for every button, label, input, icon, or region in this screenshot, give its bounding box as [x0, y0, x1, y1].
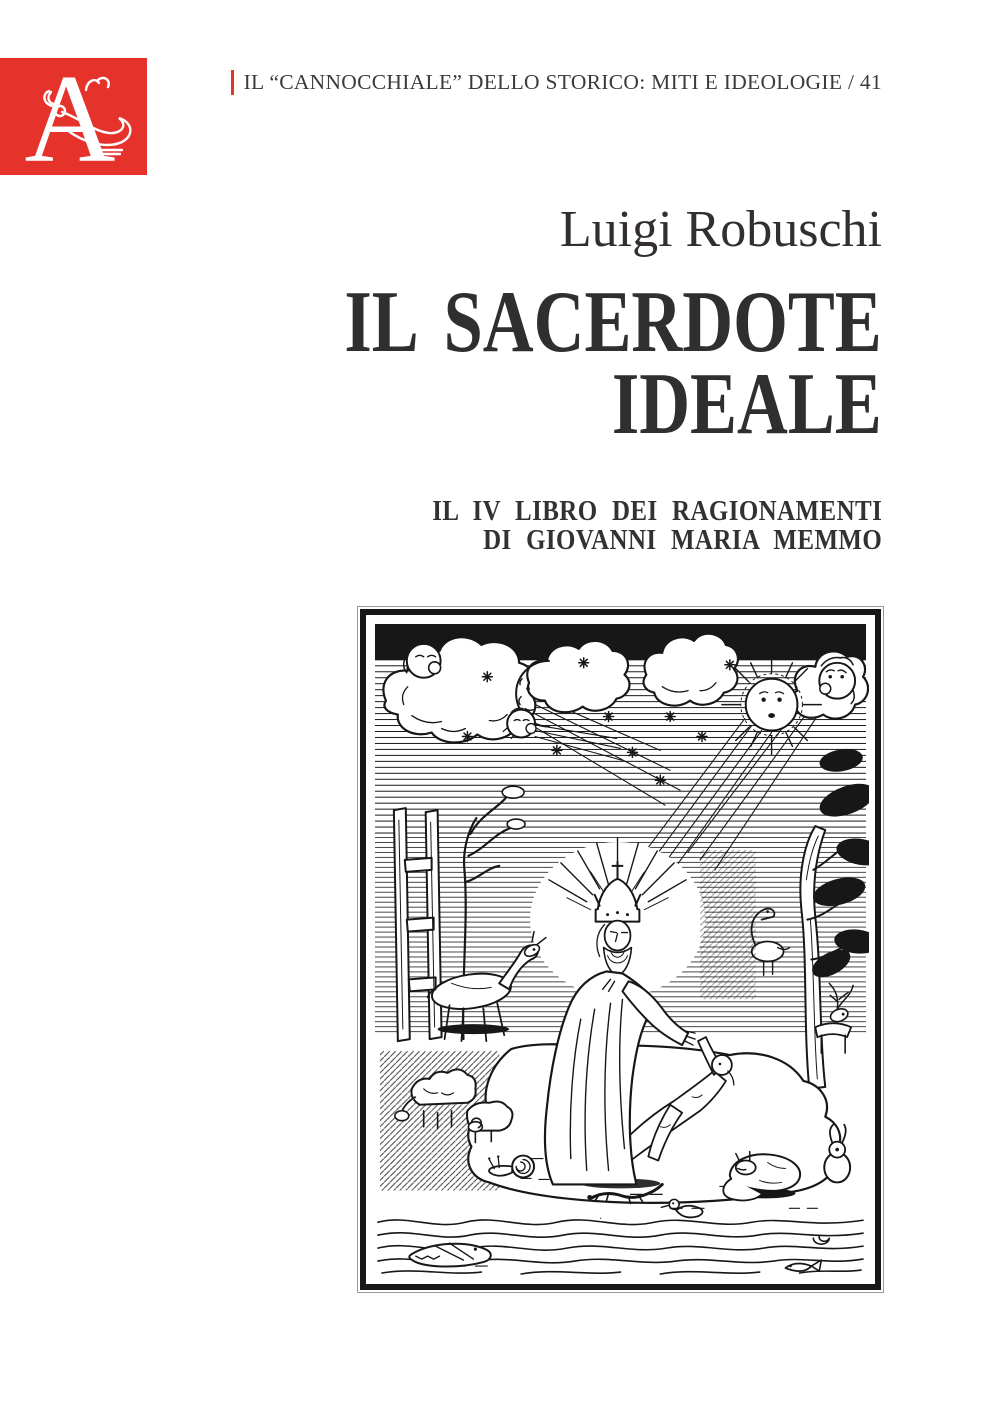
title-line-2: IDEALE — [612, 356, 882, 453]
logo-letter: A — [24, 58, 116, 175]
woodcut-illustration — [357, 606, 884, 1293]
sun-icon — [722, 655, 821, 755]
woodcut-scene — [372, 621, 869, 1278]
fish-icon — [786, 1260, 822, 1271]
publisher-logo-mark — [0, 58, 147, 175]
subtitle-line-1: IL IV LIBRO DEI RAGIONAMENTI — [432, 495, 882, 527]
woodcut-frame — [360, 609, 881, 1290]
book-title — [344, 274, 882, 453]
woodcut-water — [378, 1208, 863, 1274]
author-name: Luigi Robuschi — [559, 201, 882, 258]
series-label: IL “CANNOCCHIALE” DELLO STORICO: MITI E IDEOLOGIE / 41 — [243, 70, 882, 94]
subtitle-line-2: DI GIOVANNI MARIA MEMMO — [482, 524, 882, 556]
series-accent-bar — [231, 70, 234, 95]
book-subtitle — [432, 497, 882, 555]
publisher-logo — [0, 58, 147, 175]
series-line — [231, 70, 882, 95]
title-line-1: IL SACERDOTE — [344, 274, 882, 371]
